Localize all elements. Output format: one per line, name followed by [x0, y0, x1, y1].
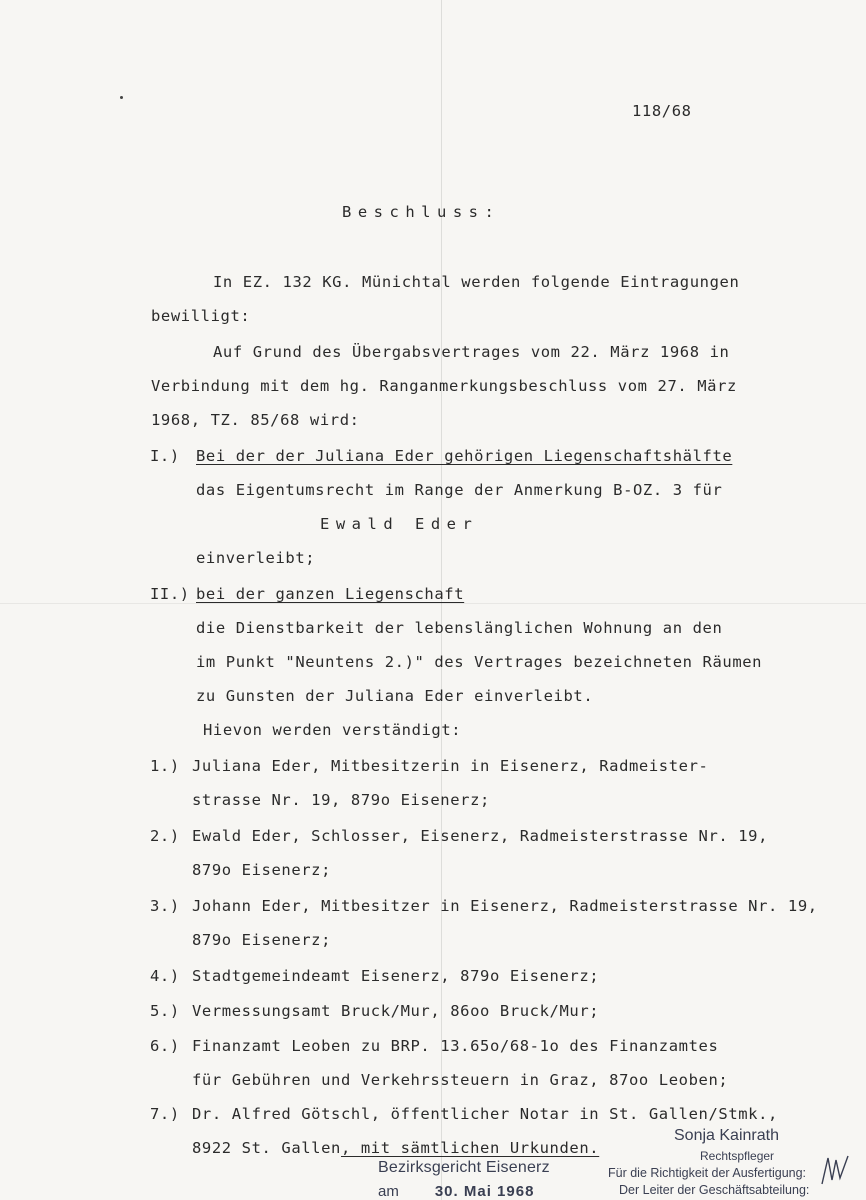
recipient-1-number: 1.)	[150, 757, 180, 775]
recipient-2-number: 2.)	[150, 827, 180, 845]
court-stamp-date-prefix: am	[378, 1183, 399, 1200]
intro-line-1: In EZ. 132 KG. Münichtal werden folgende Eintragungen	[213, 273, 740, 291]
section-2-line-4: zu Gunsten der Juliana Eder einverleibt.	[196, 687, 594, 705]
court-stamp-date	[378, 1183, 534, 1200]
section-2-line-2: die Dienstbarkeit der lebenslänglichen Wohnung an den	[196, 619, 723, 637]
officer-name-stamp: Sonja Kainrath	[674, 1127, 779, 1144]
section-1-line-2: das Eigentumsrecht im Range der Anmerkung B-OZ. 3 für	[196, 481, 723, 499]
officer-title-stamp: Rechtspfleger	[700, 1149, 775, 1163]
section-1-number: I.)	[150, 447, 180, 465]
recipient-6-line-1: Finanzamt Leoben zu BRP. 13.65o/68-1o des Finanzamtes	[192, 1037, 719, 1055]
intro-line-2: bewilligt:	[151, 307, 251, 325]
recipient-2-line-2: 879o Eisenerz;	[192, 861, 332, 879]
recipient-7-line-2a: 8922 St. Gallen	[192, 1139, 341, 1157]
section-2-line-3: im Punkt "Neuntens 2.)" des Vertrages bezeichneten Räumen	[196, 653, 763, 671]
recipient-5-number: 5.)	[150, 1002, 180, 1020]
court-stamp: Bezirksgericht Eisenerz	[378, 1159, 550, 1176]
recipient-7-number: 7.)	[150, 1105, 180, 1123]
recipient-5-line-1: Vermessungsamt Bruck/Mur, 86oo Bruck/Mur;	[192, 1002, 600, 1020]
section-1-heading: Bei der der Juliana Eder gehörigen Liegenschaftshälfte	[196, 447, 733, 465]
basis-line-2: Verbindung mit dem hg. Ranganmerkungsbeschluss vom 27. März	[151, 377, 737, 395]
court-stamp-date-value: 30. Mai 1968	[434, 1183, 535, 1200]
recipient-1-line-1: Juliana Eder, Mitbesitzerin in Eisenerz, Radmeister-	[192, 757, 709, 775]
recipient-4-line-1: Stadtgemeindeamt Eisenerz, 879o Eisenerz;	[192, 967, 600, 985]
certify-line-1: Für die Richtigkeit der Ausfertigung:	[608, 1166, 807, 1180]
recipient-6-number: 6.)	[150, 1037, 180, 1055]
recipient-3-line-2: 879o Eisenerz;	[192, 931, 332, 949]
recipient-3-line-1: Johann Eder, Mitbesitzer in Eisenerz, Radmeisterstrasse Nr. 19,	[192, 897, 818, 915]
recipient-2-line-1: Ewald Eder, Schlosser, Eisenerz, Radmeisterstrasse Nr. 19,	[192, 827, 769, 845]
recipient-7-line-2b: , mit sämtlichen Urkunden.	[340, 1139, 600, 1157]
notify-heading: Hievon werden verständigt:	[203, 721, 462, 739]
recipient-7-line-2	[192, 1138, 599, 1158]
section-2-number: II.)	[150, 585, 190, 603]
section-1-name: Ewald Eder	[320, 515, 479, 533]
section-2-heading: bei der ganzen Liegenschaft	[196, 585, 465, 603]
basis-line-3: 1968, TZ. 85/68 wird:	[151, 411, 360, 429]
recipient-6-line-2: für Gebühren und Verkehrssteuern in Graz, 87oo Leoben;	[192, 1071, 729, 1089]
document-title: Beschluss:	[342, 203, 501, 221]
section-1-line-4: einverleibt;	[196, 549, 316, 567]
recipient-4-number: 4.)	[150, 967, 180, 985]
reference-number: 118/68	[632, 102, 692, 120]
signature-mark	[818, 1150, 858, 1190]
recipient-7-line-1: Dr. Alfred Götschl, öffentlicher Notar in St. Gallen/Stmk.,	[192, 1105, 778, 1123]
recipient-3-number: 3.)	[150, 897, 180, 915]
ink-speck	[120, 96, 123, 99]
certify-line-2: Der Leiter der Geschäftsabteilung:	[619, 1183, 810, 1197]
recipient-1-line-2: strasse Nr. 19, 879o Eisenerz;	[192, 791, 490, 809]
basis-line-1: Auf Grund des Übergabsvertrages vom 22. März 1968 in	[213, 343, 730, 361]
